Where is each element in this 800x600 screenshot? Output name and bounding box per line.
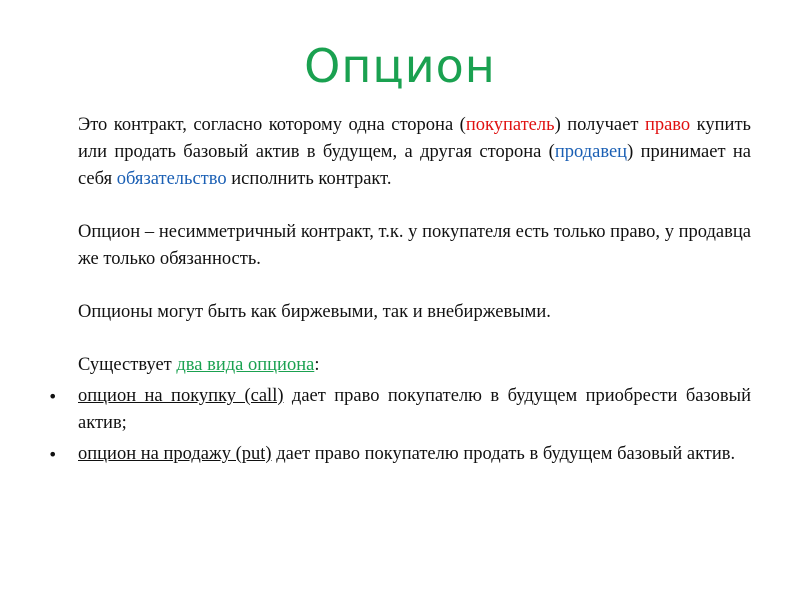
list-item-put bbox=[48, 441, 751, 468]
term-obligation: обязательство bbox=[116, 169, 227, 189]
term-right: право bbox=[644, 115, 691, 135]
text-segment: Это контракт, согласно которому одна сторона ( bbox=[78, 115, 466, 135]
types-link[interactable]: два вида опциона bbox=[176, 355, 315, 375]
text-segment: дает право покупателю продать в будущем базовый актив. bbox=[271, 444, 736, 464]
slide-title: Опцион bbox=[304, 39, 496, 93]
text-segment: исполнить контракт. bbox=[226, 169, 392, 189]
bullet-marker: • bbox=[48, 387, 58, 406]
text-segment: Существует bbox=[78, 355, 177, 375]
paragraph-asymmetric: Опцион – несимметричный контракт, т.к. у покупателя есть только право, у продавца же только обязанность. bbox=[78, 222, 751, 269]
text-segment: ) получает bbox=[554, 115, 645, 135]
term-buyer: покупатель bbox=[465, 115, 555, 135]
paragraph-types-intro bbox=[78, 352, 751, 379]
option-types-list bbox=[48, 383, 751, 468]
bullet-marker: • bbox=[48, 445, 58, 464]
text-segment: ) принимает на себя bbox=[78, 142, 752, 189]
list-item-call bbox=[48, 383, 751, 437]
put-option-term: опцион на продажу (put) bbox=[78, 444, 272, 464]
call-option-term: опцион на покупку (call) bbox=[78, 386, 284, 406]
text-segment: : bbox=[314, 355, 320, 375]
term-seller: продавец bbox=[554, 142, 628, 162]
paragraph-exchange: Опционы могут быть как биржевыми, так и внебиржевыми. bbox=[78, 302, 551, 322]
slide-body bbox=[48, 112, 752, 468]
paragraph-definition bbox=[78, 112, 751, 193]
text-segment: дает право покупателю в будущем приобрести базовый актив; bbox=[78, 386, 751, 433]
text-segment: купить или продать базовый актив в будущем, а другая сторона ( bbox=[78, 115, 751, 162]
